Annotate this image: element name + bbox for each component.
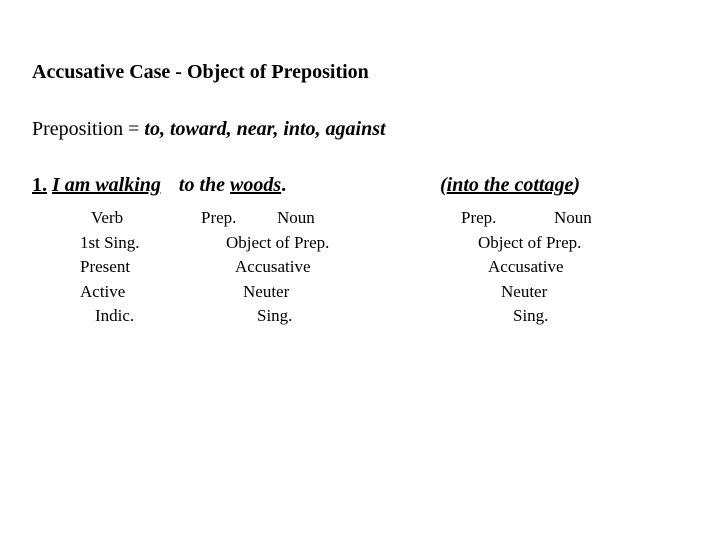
verb-analysis-line: Present	[80, 257, 131, 276]
preposition-label: Preposition =	[32, 118, 145, 140]
phrase-noun-label: Noun	[277, 208, 315, 227]
preposition-list: to, toward, near, into, against	[144, 118, 386, 140]
alt-analysis-line: Neuter	[501, 281, 548, 301]
alt-preposition: into the	[446, 174, 515, 196]
verb-analysis-line: Active	[80, 281, 126, 301]
phrase-noun: woods	[230, 174, 282, 196]
verb-analysis-line: Verb	[91, 208, 124, 227]
phrase-analysis-line: Accusative	[235, 257, 311, 276]
sentence-number: 1.	[32, 174, 47, 196]
phrase-analysis-line: Sing.	[257, 306, 293, 325]
sentence-period: .	[281, 174, 287, 196]
example-sentence	[32, 174, 286, 197]
alt-noun: cottage	[514, 174, 574, 196]
verb-analysis-line: 1st Sing.	[80, 232, 140, 252]
alt-prep-label: Prep.	[461, 208, 497, 227]
alt-analysis-line: Object of Prep.	[478, 232, 582, 252]
alt-analysis-line: Sing.	[513, 306, 549, 325]
phrase-prep-label: Prep.	[201, 208, 237, 227]
alt-noun-label: Noun	[554, 208, 592, 227]
phrase-analysis-line: Neuter	[243, 281, 290, 301]
slide-title: Accusative Case - Object of Preposition	[32, 61, 369, 83]
alt-analysis-line: Accusative	[488, 257, 564, 276]
verb-analysis-line: Indic.	[95, 306, 135, 325]
phrase-preposition: to the	[178, 174, 231, 196]
phrase-analysis-line: Object of Prep.	[226, 232, 330, 252]
alt-open-paren: (	[440, 174, 447, 196]
preposition-definition	[32, 118, 386, 141]
alternative-phrase	[440, 174, 580, 197]
alt-close-paren: )	[573, 174, 581, 196]
subject-verb: I am walking	[52, 174, 161, 196]
